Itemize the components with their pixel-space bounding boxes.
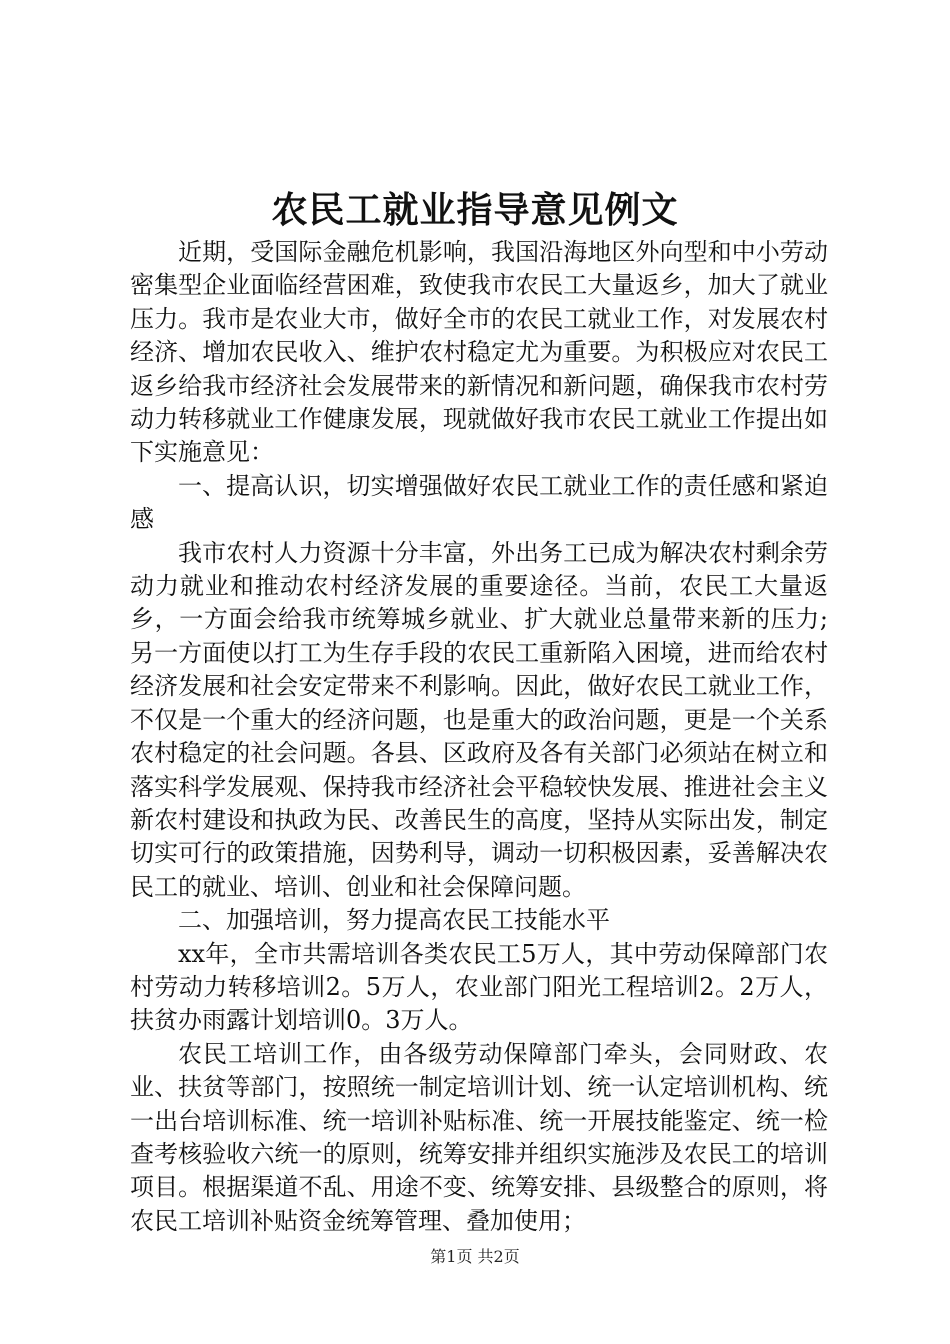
- paragraph-training-work: 农民工培训工作，由各级劳动保障部门牵头，会同财政、农业、扶贫等部门，按照统一制定培训计划、统一认定培训机构、统一出台培训标准、统一培训补贴标准、统一开展技能鉴定、统一检查考核验收六统一的原则，统筹安排并组织实施涉及农民工的培训项目。根据渠道不乱、用途不变、统筹安排、县级整合的原则，将农民工培训补贴资金统筹管理、叠加使用；: [130, 1039, 828, 1235]
- document-title: 农民工就业指导意见例文: [271, 189, 679, 231]
- paragraph-section-1: 我市农村人力资源十分丰富，外出务工已成为解决农村剩余劳动力就业和推动农村经济发展的重要途径。当前，农民工大量返乡，一方面会给我市统筹城乡就业、扩大就业总量带来新的压力;另一方面使以打工为生存手段的农民工重新陷入困境，进而给农村经济发展和社会安定带来不利影响。因此，做好农民工就业工作，不仅是一个重大的经济问题，也是重大的政治问题，更是一个关系农村稳定的社会问题。各县、区政府及各有关部门必须站在树立和落实科学发展观、保持我市经济社会平稳较快发展、推进社会主义新农村建设和执政为民、改善民生的高度，坚持从实际出发，制定切实可行的政策措施，因势利导，调动一切积极因素，妥善解决农民工的就业、培训、创业和社会保障问题。: [130, 538, 828, 901]
- paragraph-intro: 近期，受国际金融危机影响，我国沿海地区外向型和中小劳动密集型企业面临经营困难，致使我市农民工大量返乡，加大了就业压力。我市是农业大市，做好全市的农民工就业工作，对发展农村经济、增加农民收入、维护农村稳定尤为重要。为积极应对农民工返乡给我市经济社会发展带来的新情况和新问题，确保我市农村劳动力转移就业工作健康发展，现就做好我市农民工就业工作提出如下实施意见：: [130, 238, 828, 467]
- paragraph-training-targets: xx年，全市共需培训各类农民工5万人，其中劳动保障部门农村劳动力转移培训2。5万人，农业部门阳光工程培训2。2万人，扶贫办雨露计划培训0。3万人。: [130, 939, 828, 1035]
- document-body: [130, 236, 828, 1238]
- section-heading-2: 二、加强培训，努力提高农民工技能水平: [178, 906, 610, 935]
- section-heading-1: 一、提高认识，切实增强做好农民工就业工作的责任感和紧迫感: [130, 471, 828, 534]
- page-footer: 第1页 共2页: [430, 1247, 520, 1266]
